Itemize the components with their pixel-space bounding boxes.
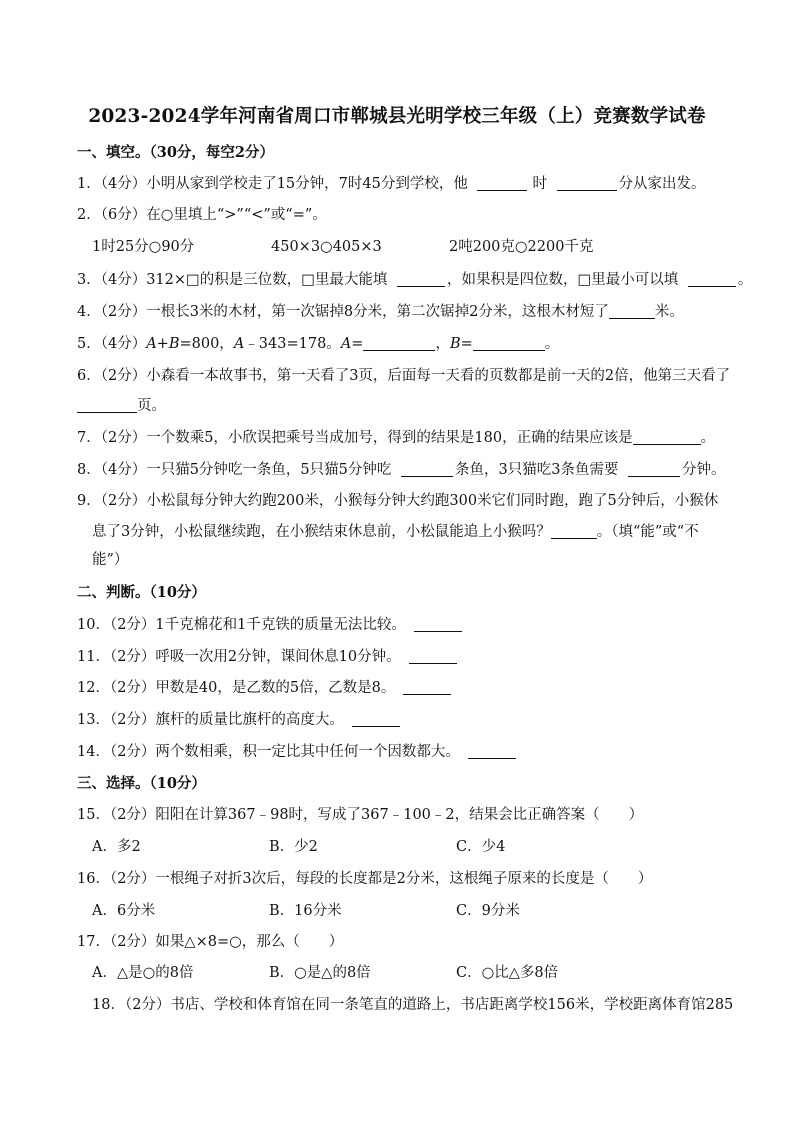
question-9-end: 能”） [92,552,129,568]
section-true-false: 二、判断。（10分） [77,584,206,601]
option-a[interactable]: A．6分米 [92,903,156,919]
option-c[interactable]: C．○比△多8倍 [456,965,559,981]
question-8-text: 分钟。 [682,462,726,478]
question-3-text: ，如果积是四位数，□里最小可以填 [447,272,679,288]
question-1-text: 时 [532,176,547,192]
question-11-text: 11．（2分）呼吸一次用2分钟，课间休息10分钟。 [77,649,401,665]
question-15-options [92,837,505,857]
question-4 [77,302,684,322]
answer-blank[interactable] [77,398,137,413]
question-11 [77,647,457,667]
compare-expression-1: 1时25分○90分 [92,239,195,255]
question-9-text: 息了3分钟，小松鼠继续跑，在小猴结束休息前，小松鼠能追上小猴吗？ [92,524,551,540]
question-8 [77,460,726,480]
answer-blank[interactable] [609,304,655,319]
answer-blank[interactable] [688,272,736,287]
answer-blank[interactable] [557,176,617,191]
answer-blank[interactable] [409,649,457,664]
question-16-options [92,901,520,921]
question-14-text: 14．（2分）两个数相乘，积一定比其中任何一个因数都大。 [77,744,460,760]
question-5-text: ， [435,336,450,352]
answer-blank[interactable] [352,712,400,727]
page-title: 2023-2024学年河南省周口市郸城县光明学校三年级（上）竞赛数学试卷 [88,106,706,127]
question-7-text: 7．（2分）一个数乘5，小欣误把乘号当成加号，得到的结果是180，正确的结果应该是 [77,430,633,446]
option-b[interactable]: B．○是△的8倍 [269,965,371,981]
question-9: 9．（2分）小松鼠每分钟大约跑200米，小猴每分钟大约跑300米它们同时跑，跑了5分钟后，小猴休 [77,493,719,509]
answer-blank[interactable] [397,272,445,287]
answer-blank[interactable] [401,462,453,477]
section-multiple-choice: 三、选择。（10分） [77,775,206,792]
question-6-continued [77,396,166,416]
question-8-text: 条鱼，3只猫吃3条鱼需要 [454,462,619,478]
question-3-text: 3．（4分）312×□的积是三位数，□里最大能填 [77,272,388,288]
question-9-text: 。（填“能”或“不 [596,524,699,540]
question-4-text: 4．（2分）一根长3米的木材，第一次锯掉8分米，第二次锯掉2分米，这根木材短了 [77,304,609,320]
question-17-options [92,963,558,983]
answer-blank[interactable] [414,617,462,632]
answer-blank[interactable] [403,680,451,695]
compare-expression-3: 2吨200克○2200千克 [449,239,594,255]
question-10 [77,615,462,635]
option-c[interactable]: C．9分米 [456,903,520,919]
question-5 [77,334,559,354]
question-14 [77,742,516,762]
question-5-text: 5．（4分） [77,336,147,352]
answer-blank[interactable] [473,336,545,351]
question-5-text: = [460,336,473,352]
option-c[interactable]: C．少4 [456,839,506,855]
section-fill-in: 一、填空。（30分，每空2分） [77,144,275,161]
question-18: 18．（2分）书店、学校和体育馆在同一条笔直的道路上，书店距离学校156米，学校距离体育馆285 [92,997,734,1013]
question-13 [77,710,400,730]
question-7-text: 。 [700,430,716,446]
question-5-text: 。 [544,336,560,352]
question-17: 17．（2分）如果△×8=○，那么（ ） [77,934,344,950]
question-10-text: 10．（2分）1千克棉花和1千克铁的质量无法比较。 [77,617,406,633]
option-a[interactable]: A．多2 [92,839,141,855]
option-a[interactable]: A．△是○的8倍 [92,965,194,981]
answer-blank[interactable] [477,176,527,191]
answer-blank[interactable] [363,336,435,351]
option-b[interactable]: B．16分米 [269,903,342,919]
question-13-text: 13．（2分）旗杆的质量比旗杆的高度大。 [77,712,344,728]
question-7 [77,428,715,448]
answer-blank[interactable] [468,744,516,759]
question-1-text: 分从家出发。 [618,176,706,192]
option-b[interactable]: B．少2 [269,839,318,855]
question-3-text: 。 [737,272,753,288]
compare-expression-2: 450×3○405×3 [271,239,382,255]
variable: B [449,336,461,352]
variable: A [340,336,352,352]
variable: A [233,336,245,352]
question-5-text: ﹣343=178。 [244,336,341,352]
answer-blank[interactable] [633,430,701,445]
question-1 [77,174,706,194]
question-9-continued [92,522,699,542]
question-1-text: 1．（4分）小明从家到学校走了15分钟，7时45分到学校，他 [77,176,468,192]
question-16: 16．（2分）一根绳子对折3次后，每段的长度都是2分米，这根绳子原来的长度是（ ） [77,871,653,887]
answer-blank[interactable] [551,524,597,539]
question-6: 6．（2分）小森看一本故事书，第一天看了3页，后面每一天看的页数都是前一天的2倍，他第三天看了 [77,368,731,384]
question-4-text: 米。 [654,304,684,320]
question-3 [77,270,752,290]
question-8-text: 8．（4分）一只猫5分钟吃一条鱼，5只猫5分钟吃 [77,462,392,478]
answer-blank[interactable] [628,462,680,477]
variable: A+B [146,336,180,352]
question-12 [77,678,451,698]
question-5-text: = [351,336,364,352]
question-5-text: =800， [179,336,234,352]
question-15: 15．（2分）阳阳在计算367﹣98时，写成了367﹣100﹣2，结果会比正确答案（ ） [77,807,644,823]
question-2-expressions [92,237,593,257]
question-2: 2．（6分）在○里填上“>”“<”或“=”。 [77,207,327,223]
question-6-text: 页。 [137,398,166,414]
question-12-text: 12．（2分）甲数是40，是乙数的5倍，乙数是8。 [77,680,396,696]
